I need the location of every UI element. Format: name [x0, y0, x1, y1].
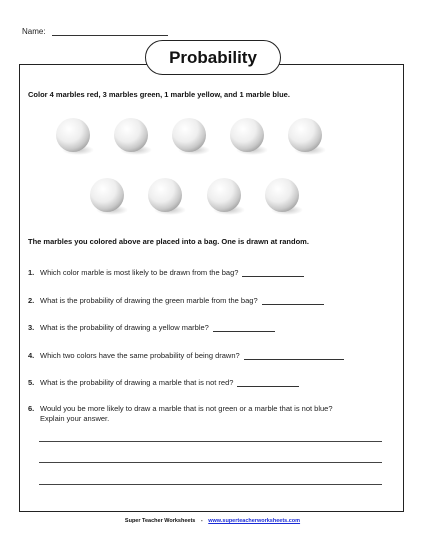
- question-number: 4.: [28, 351, 35, 360]
- answer-blank[interactable]: [213, 323, 275, 332]
- question-1: [28, 268, 304, 277]
- answer-blank[interactable]: [262, 296, 324, 305]
- footer-link[interactable]: www.superteacherworksheets.com: [208, 518, 301, 524]
- footer: [0, 518, 425, 524]
- answer-blank[interactable]: [242, 268, 304, 277]
- page-title: Probability: [145, 40, 281, 75]
- marble[interactable]: [54, 116, 94, 156]
- marble[interactable]: [112, 116, 152, 156]
- question-6: [28, 404, 333, 424]
- question-number: 3.: [28, 323, 35, 332]
- name-field[interactable]: [52, 27, 168, 36]
- name-label: Name:: [22, 27, 46, 36]
- question-number: 6.: [28, 404, 35, 413]
- question-4: [28, 351, 344, 360]
- footer-separator: -: [200, 518, 203, 524]
- question-text: Would you be more likely to draw a marble that is not green or a marble that is not blue?: [40, 404, 333, 413]
- marble[interactable]: [263, 176, 303, 216]
- question-3: [28, 323, 275, 332]
- marble[interactable]: [228, 116, 268, 156]
- marble[interactable]: [205, 176, 245, 216]
- question-number: 1.: [28, 268, 35, 277]
- answer-blank[interactable]: [237, 378, 299, 387]
- marble[interactable]: [286, 116, 326, 156]
- footer-brand: Super Teacher Worksheets: [124, 518, 196, 524]
- answer-line[interactable]: [39, 484, 382, 485]
- answer-line[interactable]: [39, 441, 382, 442]
- marble[interactable]: [88, 176, 128, 216]
- question-text: What is the probability of drawing a marble that is not red?: [40, 378, 234, 387]
- question-text: What is the probability of drawing a yellow marble?: [40, 323, 209, 332]
- question-5: [28, 378, 299, 387]
- question-2: [28, 296, 324, 305]
- bag-note: The marbles you colored above are placed into a bag. One is drawn at random.: [28, 237, 309, 246]
- marble[interactable]: [170, 116, 210, 156]
- answer-line[interactable]: [39, 462, 382, 463]
- question-text-2: Explain your answer.: [40, 414, 110, 423]
- question-number: 2.: [28, 296, 35, 305]
- question-text: What is the probability of drawing the green marble from the bag?: [40, 296, 258, 305]
- name-row: [22, 27, 168, 36]
- question-text: Which two colors have the same probability of being drawn?: [40, 351, 240, 360]
- answer-blank[interactable]: [244, 351, 344, 360]
- marble[interactable]: [146, 176, 186, 216]
- question-number: 5.: [28, 378, 35, 387]
- question-text: Which color marble is most likely to be drawn from the bag?: [40, 268, 239, 277]
- instruction-text: Color 4 marbles red, 3 marbles green, 1 marble yellow, and 1 marble blue.: [28, 90, 290, 99]
